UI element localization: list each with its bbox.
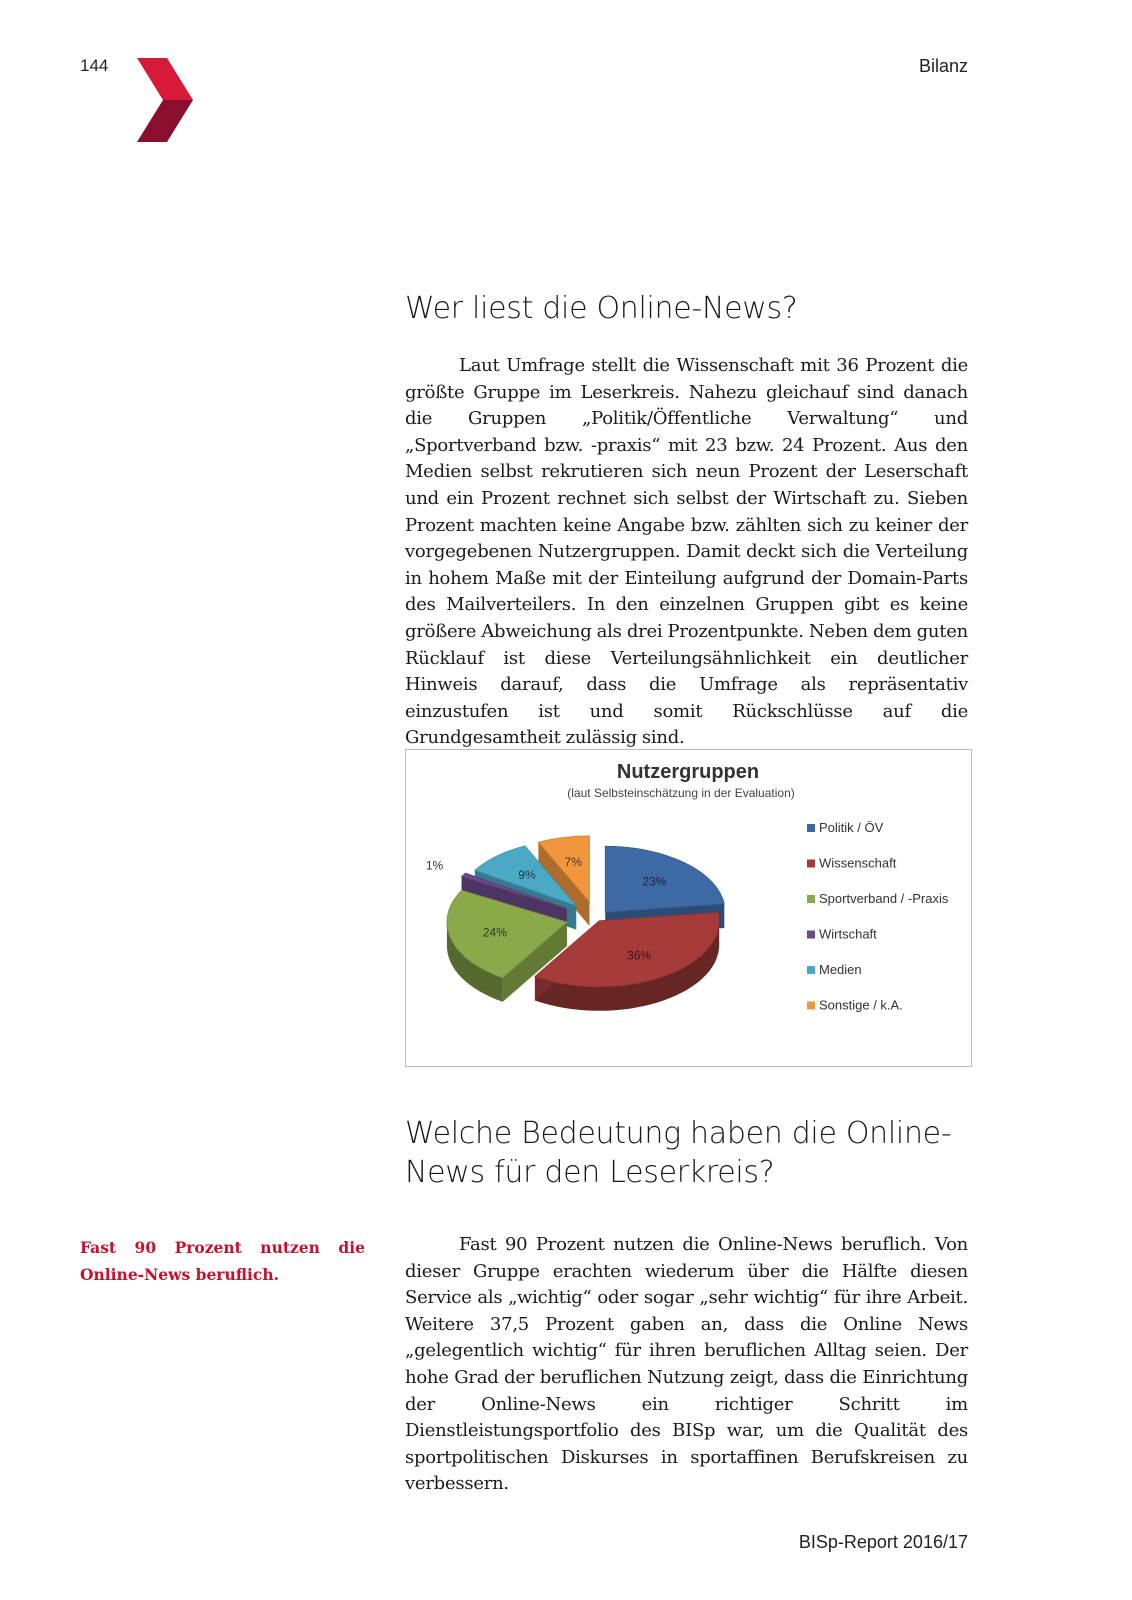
heading-line-1: Welche Bedeutung haben die Online- bbox=[405, 1116, 952, 1151]
body-paragraph: Laut Umfrage stellt die Wissenschaft mit 36 Prozent die größte Gruppe im Leserkreis. Nahezu gleichauf sind danach die Gruppen „Politik/Öffentliche Verwaltung“ und „Sportverband bzw. -praxis“ mit 23 bzw. 24 Prozent. Aus den Medien selbst rekrutieren sich neun Prozent der Leserschaft und ein Prozent rechnet sich selbst der Wirtschaft zu. Sieben Prozent machten keine Angabe bzw. zählten sich zu keiner der vorgegebenen Nutzergruppen. Damit deckt sich die Verteilung in hohem Maße mit der Einteilung aufgrund der Domain-Parts des Mailverteilers. In den einzelnen Gruppen gibt es keine größere Abweichung als drei Prozentpunkte. Neben dem guten Rücklauf ist diese Verteilungsähnlichkeit ein deutlicher Hinweis darauf, dass die Umfrage als repräsentativ einzustufen ist und somit Rückschlüsse auf die Grundgesamtheit zulässig sind. bbox=[405, 355, 968, 749]
pie-data-label: 1% bbox=[425, 858, 444, 873]
heading-line-2: News für den Leserkreis? bbox=[405, 1155, 775, 1190]
section-heading-2 bbox=[405, 1114, 968, 1192]
pie-data-label: 36% bbox=[627, 948, 652, 963]
legend-label: Medien bbox=[819, 962, 862, 977]
legend-label: Sportverband / -Praxis bbox=[819, 891, 949, 906]
legend-swatch bbox=[807, 931, 815, 939]
section-heading: Wer liest die Online-News? bbox=[405, 291, 798, 326]
running-header-section: Bilanz bbox=[918, 56, 968, 76]
chart-title: Nutzergruppen bbox=[616, 761, 760, 783]
legend-swatch bbox=[807, 966, 815, 974]
pie-data-label: 9% bbox=[518, 867, 536, 882]
pie-data-label: 23% bbox=[642, 874, 667, 889]
footer-report-title: BISp-Report 2016/17 bbox=[798, 1532, 968, 1552]
chart-subtitle: (laut Selbsteinschätzung in der Evaluation) bbox=[567, 786, 795, 800]
legend-swatch bbox=[807, 895, 815, 903]
legend-swatch bbox=[807, 860, 815, 868]
legend-label: Politik / ÖV bbox=[819, 820, 884, 835]
pie-chart-figure bbox=[405, 749, 972, 1067]
body-paragraph-2: Fast 90 Prozent nutzen die Online-News beruflich. Von dieser Gruppe erachten wiederum über die Hälfte diesen Service als „wichtig“ oder sogar „sehr wichtig“ für ihre Arbeit. Weitere 37,5 Prozent gaben an, dass die Online News „gelegentlich wichtig“ für ihren beruflichen Alltag seien. Der hohe Grad der beruflichen Nutzung zeigt, dass die Einrichtung der Online-News ein richtiger Schritt im Dienstleistungsportfolio des BISp war, um die Qualität des sportpolitischen Diskurses in sportaffinen Berufskreisen zu verbessern. bbox=[405, 1234, 968, 1495]
pie-chart bbox=[406, 750, 971, 1066]
legend-swatch bbox=[807, 1002, 815, 1010]
page-number: 144 bbox=[80, 56, 109, 75]
legend-swatch bbox=[807, 824, 815, 832]
legend-label: Wissenschaft bbox=[819, 855, 897, 871]
margin-note: Fast 90 Prozent nutzen die Online-News beruflich. bbox=[80, 1238, 365, 1284]
pie-data-label: 24% bbox=[482, 925, 507, 940]
legend-label: Wirtschaft bbox=[819, 926, 877, 942]
pie-data-label: 7% bbox=[564, 854, 582, 869]
legend-label: Sonstige / k.A. bbox=[819, 997, 903, 1013]
chevron-logo bbox=[137, 58, 193, 142]
